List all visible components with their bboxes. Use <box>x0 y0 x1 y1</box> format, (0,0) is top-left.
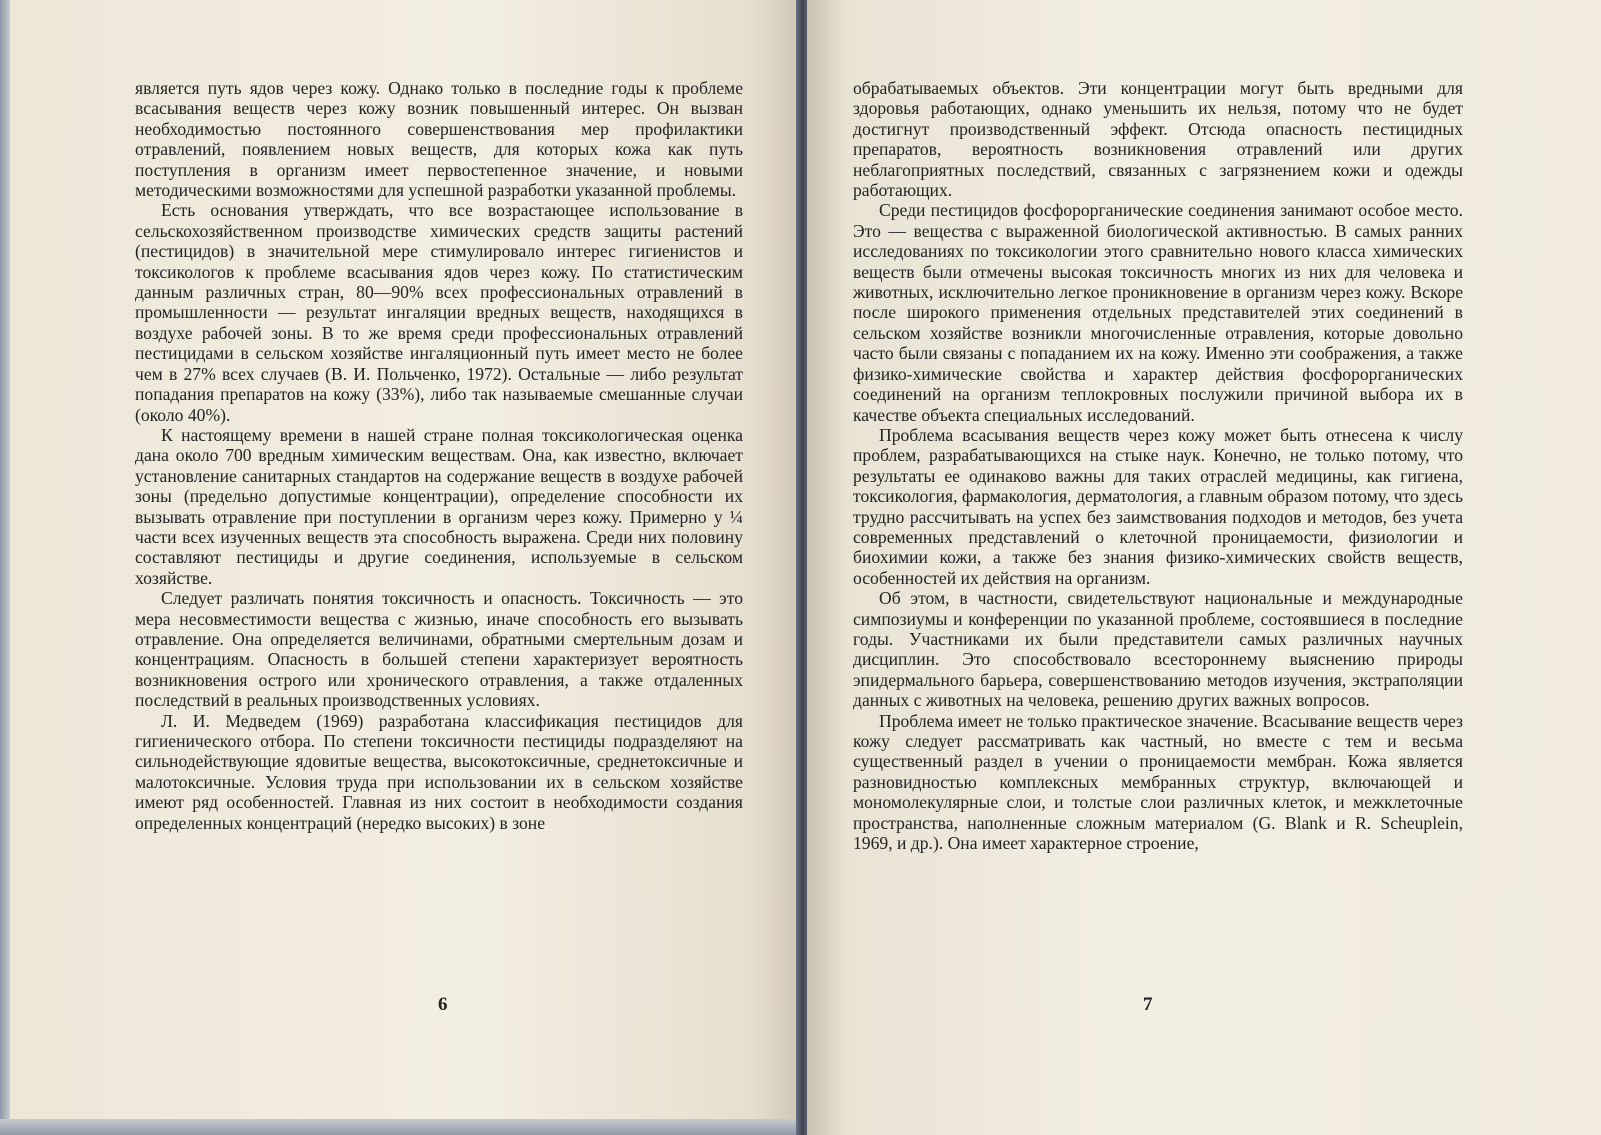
right-page-text <box>853 78 1463 853</box>
book-cover-edge <box>0 0 10 1135</box>
paragraph: Об этом, в частности, свидетельствуют национальные и международные симпозиумы и конференции по указанной проблеме, состоявшиеся в последние годы. Участниками их были представители самых различных научных дисциплин. Это способствовало всестороннему выяснению природы эпидермального барьера, совершенствованию методов изучения, экстраполяции данных с животных на человека, решению других важных вопросов. <box>853 588 1463 711</box>
right-page <box>807 0 1601 1135</box>
paragraph: К настоящему времени в нашей стране полная токсикологическая оценка дана около 700 вредным химическим веществам. Она, как известно, включает установление санитарных стандартов на содержание веществ в воздухе рабочей зоны (предельно допустимые концентрации), определение способности их вызывать отравление при поступлении в организм через кожу. Примерно у ¼ части всех изученных веществ эта способность выражена. Среди них половину составляют пестициды и другие соединения, используемые в сельском хозяйстве. <box>135 424 743 588</box>
paragraph: Л. И. Медведем (1969) разработана классификация пестицидов для гигиенического отбора. По степени токсичности пестициды подразделяют на сильнодействующие ядовитые вещества, высокотоксичные, среднетоксичные и малотоксичные. Условия труда при использовании их в сельском хозяйстве имеют ряд особенностей. Главная из них состоит в необходимости создания определенных концентраций (нередко высоких) в зоне <box>135 710 743 833</box>
page-number: 7 <box>1143 994 1153 1015</box>
page-number: 6 <box>438 994 448 1015</box>
paragraph: Следует различать понятия токсичность и опасность. Токсичность — это мера несовместимости вещества с жизнью, иначе способность его вызывать отравление. Она определяется величинами, обратными смертельным дозам и концентрациям. Опасность в большей степени характеризует вероятность возникновения острого или хронического отравления, а также отдаленных последствий в реальных производственных условиях. <box>135 588 743 711</box>
book-cover-edge-bottom <box>0 1119 800 1135</box>
left-page-text <box>135 78 743 833</box>
paragraph: Проблема имеет не только практическое значение. Всасывание веществ через кожу следует рассматривать как частный, но вместе с тем и весьма существенный раздел в учении о проницаемости мембран. Кожа является разновидностью комплексных мембранных структур, включающей и мономолекулярные слои, и толстые слои различных клеток, и межклеточные пространства, наполненные сложным материалом (G. Blank и R. Scheuplein, 1969, и др.). Она имеет характерное строение, <box>853 710 1463 854</box>
left-page <box>0 0 800 1135</box>
paragraph: обрабатываемых объектов. Эти концентрации могут быть вредными для здоровья работающих, однако уменьшить их нельзя, потому что не будет достигнут производственный эффект. Отсюда опасность пестицидных препаратов, вероятность возникновения отравлений или других неблагоприятных последствий, связанных с загрязнением кожи и одежды работающих. <box>853 78 1463 201</box>
paragraph: является путь ядов через кожу. Однако только в последние годы к проблеме всасывания веществ через кожу возник повышенный интерес. Он вызван необходимостью постоянного совершенствования мер профилактики отравлений, появлением новых веществ, для которых кожа как путь поступления в организм имеет первостепенное значение, и новыми методическими возможностями для успешной разработки указанной проблемы. <box>135 78 743 201</box>
paragraph: Есть основания утверждать, что все возрастающее использование в сельскохозяйственном производстве химических средств защиты растений (пестицидов) в значительной мере стимулировало интерес гигиенистов и токсикологов к проблеме всасывания ядов через кожу. По статистическим данным различных стран, 80—90% всех профессиональных отравлений в промышленности — результат ингаляции вредных веществ, находящихся в воздухе рабочей зоны. В то же время среди профессиональных отравлений пестицидами в сельском хозяйстве ингаляционный путь имеет место не более чем в 27% всех случаев (В. И. Польченко, 1972). Остальные — либо результат попадания препаратов на кожу (33%), либо так называемые смешанные случаи (около 40%). <box>135 200 743 425</box>
paragraph: Среди пестицидов фосфорорганические соединения занимают особое место. Это — вещества с выраженной биологической активностью. В самых ранних исследованиях по токсикологии этого сравнительно нового класса химических веществ были отмечены высокая токсичность многих из них для человека и животных, исключительно легкое проникновение в организм через кожу. Вскоре после широкого применения отдельных представителей этих соединений в сельском хозяйстве возникли многочисленные отравления, которые довольно часто были связаны с попаданием их на кожу. Именно эти соображения, а также физико-химические свойства и характер действия фосфорорганических соединений на организм теплокровных послужили причиной выбора их в качестве объекта специальных исследований. <box>853 200 1463 425</box>
paragraph: Проблема всасывания веществ через кожу может быть отнесена к числу проблем, разрабатывающихся на стыке наук. Конечно, не только потому, что результаты ее одинаково важны для таких отраслей медицины, как гигиена, токсикология, фармакология, дерматология, а главным образом потому, что здесь трудно рассчитывать на успех без заимствования подходов и методов, без учета современных представлений о клеточной проницаемости, физиологии и биохимии кожи, а также без знания физико-химических свойств веществ, особенностей их действия на организм. <box>853 424 1463 588</box>
